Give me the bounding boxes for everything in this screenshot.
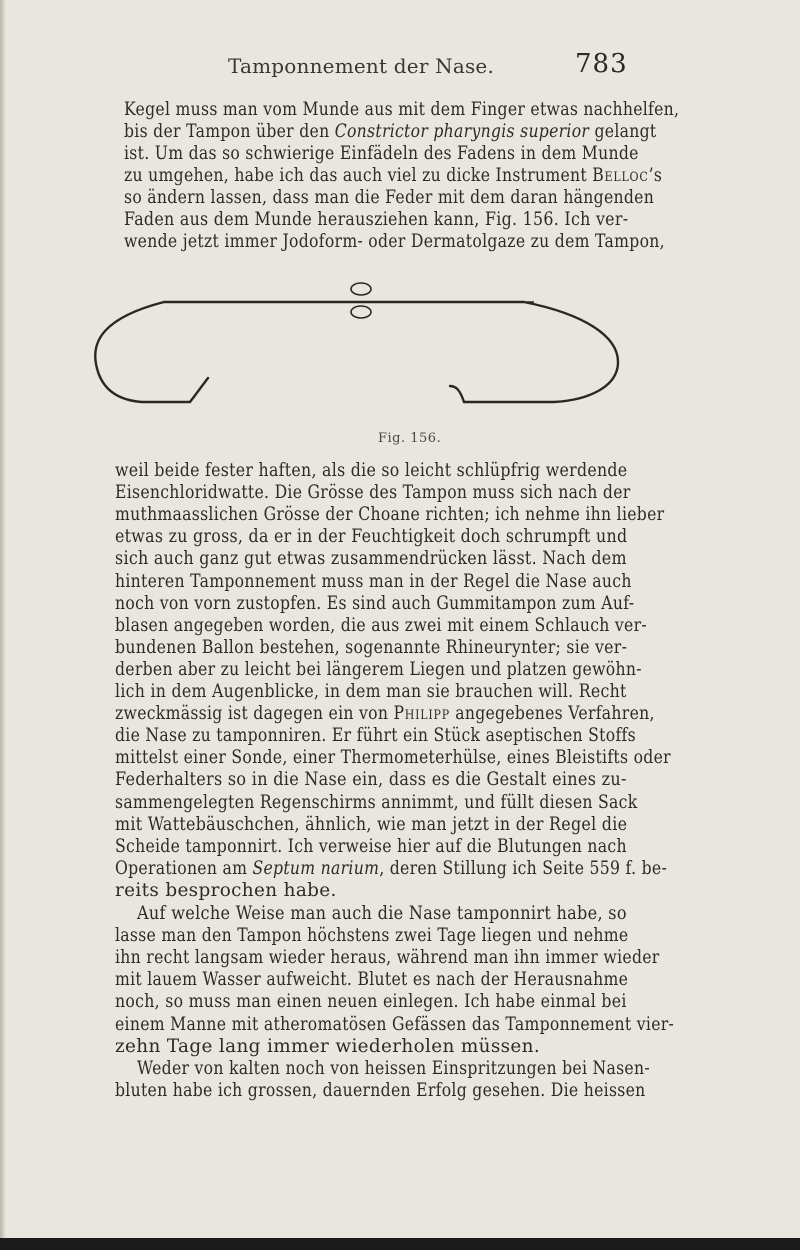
tube-left-curve xyxy=(95,302,164,402)
page-edge-shadow xyxy=(0,0,6,1250)
text-run: sammengelegten Regenschirms annimmt, und füllt diesen Sack xyxy=(115,791,638,813)
text-line xyxy=(115,593,634,615)
text-line xyxy=(115,460,627,482)
text-run: einem Manne mit atheromatösen Gefässen das Tamponnement vier- xyxy=(115,1013,675,1035)
author-name: Philipp xyxy=(393,703,450,725)
text-run: noch von vorn zustopfen. Es sind auch Gummitampon zum Auf- xyxy=(115,592,635,614)
spring-wire-left xyxy=(142,378,208,402)
running-title: Tamponnement der Nase. xyxy=(228,54,495,78)
text-line xyxy=(115,947,660,969)
text-run: Faden aus dem Munde herausziehen kann, Fig. 156. Ich ver- xyxy=(124,209,629,230)
text-run: so ändern lassen, dass man die Feder mit dem daran hängenden xyxy=(124,187,655,208)
text-line xyxy=(115,681,627,703)
text-run: reits besprochen habe. xyxy=(115,879,337,901)
tube-right-curve xyxy=(464,302,618,402)
text-run: gelangt xyxy=(589,121,657,142)
author-name: Belloc xyxy=(592,165,649,186)
text-line xyxy=(115,1036,540,1058)
text-run: mit Wattebäuschchen, ähnlich, wie man jetzt in der Regel die xyxy=(115,813,628,835)
text-line xyxy=(115,548,627,570)
text-line xyxy=(115,969,628,991)
text-line xyxy=(124,165,662,187)
text-run: weil beide fester haften, als die so leicht schlüpfrig werdende xyxy=(115,460,628,481)
text-run: Federhalters so in die Nase ein, dass es die Gestalt eines zu- xyxy=(115,769,627,791)
text-line xyxy=(124,143,639,165)
text-line xyxy=(115,880,337,902)
text-line xyxy=(115,615,647,637)
text-line xyxy=(115,814,627,836)
text-line xyxy=(115,991,627,1013)
text-run: angegebenes Verfahren, xyxy=(449,703,655,725)
text-run: ist. Um das so schwierige Einfädeln des Fadens in dem Munde xyxy=(124,143,639,164)
text-run: wende jetzt immer Jodoform- oder Dermatolgaze zu dem Tampon, xyxy=(124,231,665,252)
text-line xyxy=(115,482,631,504)
spring-wire-right xyxy=(450,386,464,402)
text-line xyxy=(115,703,655,725)
text-run: Operationen am xyxy=(115,857,253,879)
text-run: bluten habe ich grossen, dauernden Erfolg gesehen. Die heissen xyxy=(115,1080,646,1102)
text-run: etwas zu gross, da er in der Feuchtigkeit doch schrumpft und xyxy=(115,526,628,548)
text-line xyxy=(124,121,656,143)
text-line xyxy=(124,99,679,121)
text-line xyxy=(115,836,627,858)
text-line xyxy=(124,231,665,253)
text-run: ihn recht langsam wieder heraus, während man ihn immer wieder xyxy=(115,947,660,969)
text-line xyxy=(115,1080,646,1102)
text-run: sich auch ganz gut etwas zusammendrücken lässt. Nach dem xyxy=(115,548,627,570)
text-run: Auf welche Weise man auch die Nase tamponnirt habe, so xyxy=(137,903,627,924)
lower-ring xyxy=(351,306,371,318)
text-line xyxy=(115,925,628,947)
text-run: Kegel muss man vom Munde aus mit dem Finger etwas nachhelfen, xyxy=(124,99,680,120)
text-line xyxy=(124,209,628,231)
text-run: mit lauem Wasser aufweicht. Blutet es nach der Herausnahme xyxy=(115,969,629,991)
page-bottom-border xyxy=(0,1238,800,1250)
text-line xyxy=(137,903,627,925)
text-line xyxy=(115,769,627,791)
text-run: hinteren Tamponnement muss man in der Regel die Nase auch xyxy=(115,570,632,592)
page-number: 783 xyxy=(575,49,628,79)
text-run: die Nase zu tamponniren. Er führt ein Stück aseptischen Stoffs xyxy=(115,725,636,747)
text-run: noch, so muss man einen neuen einlegen. Ich habe einmal bei xyxy=(115,991,627,1013)
text-run: Weder von kalten noch von heissen Einspritzungen bei Nasen- xyxy=(137,1058,650,1079)
text-run: derben aber zu leicht bei längerem Liegen und platzen gewöhn- xyxy=(115,658,642,680)
upper-ring xyxy=(351,283,371,295)
text-run: bundenen Ballon bestehen, sogenannte Rhineurynter; sie ver- xyxy=(115,636,628,658)
text-run: zweckmässig ist dagegen ein von xyxy=(115,703,394,725)
text-line xyxy=(115,1014,674,1036)
text-run: Eisenchloridwatte. Die Grösse des Tampon muss sich nach der xyxy=(115,482,631,504)
figure-bellocq-tube xyxy=(84,282,636,442)
text-line xyxy=(115,747,671,769)
text-run: zehn Tage lang immer wiederholen müssen. xyxy=(115,1035,541,1057)
italic-term: Constrictor pharyngis superior xyxy=(334,121,590,142)
text-line xyxy=(115,659,642,681)
text-run: zu umgehen, habe ich das auch viel zu dicke Instrument xyxy=(124,165,593,186)
text-run: muthmaasslichen Grösse der Choane richten; ich nehme ihn lieber xyxy=(115,504,665,526)
text-run: lasse man den Tampon höchstens zwei Tage liegen und nehme xyxy=(115,925,629,947)
italic-term: Septum narium xyxy=(252,857,380,879)
figure-caption: Fig. 156. xyxy=(378,431,442,446)
text-line xyxy=(115,504,664,526)
text-line xyxy=(137,1058,650,1080)
text-line xyxy=(124,187,654,209)
text-line xyxy=(115,571,632,593)
text-run: mittelst einer Sonde, einer Thermometerhülse, eines Bleistifts oder xyxy=(115,747,671,769)
text-line xyxy=(115,792,637,814)
text-run: ’s xyxy=(648,165,663,186)
text-line xyxy=(115,637,627,659)
text-run: blasen angegeben worden, die aus zwei mit einem Schlauch ver- xyxy=(115,614,647,636)
text-line xyxy=(115,526,627,548)
text-run: , deren Stillung ich Seite 559 f. be- xyxy=(379,857,668,879)
text-line xyxy=(115,725,636,747)
text-run: lich in dem Augenblicke, in dem man sie brauchen will. Recht xyxy=(115,681,627,702)
text-run: Scheide tamponnirt. Ich verweise hier auf die Blutungen nach xyxy=(115,835,627,857)
text-line xyxy=(115,858,667,880)
text-run: bis der Tampon über den xyxy=(124,121,335,142)
